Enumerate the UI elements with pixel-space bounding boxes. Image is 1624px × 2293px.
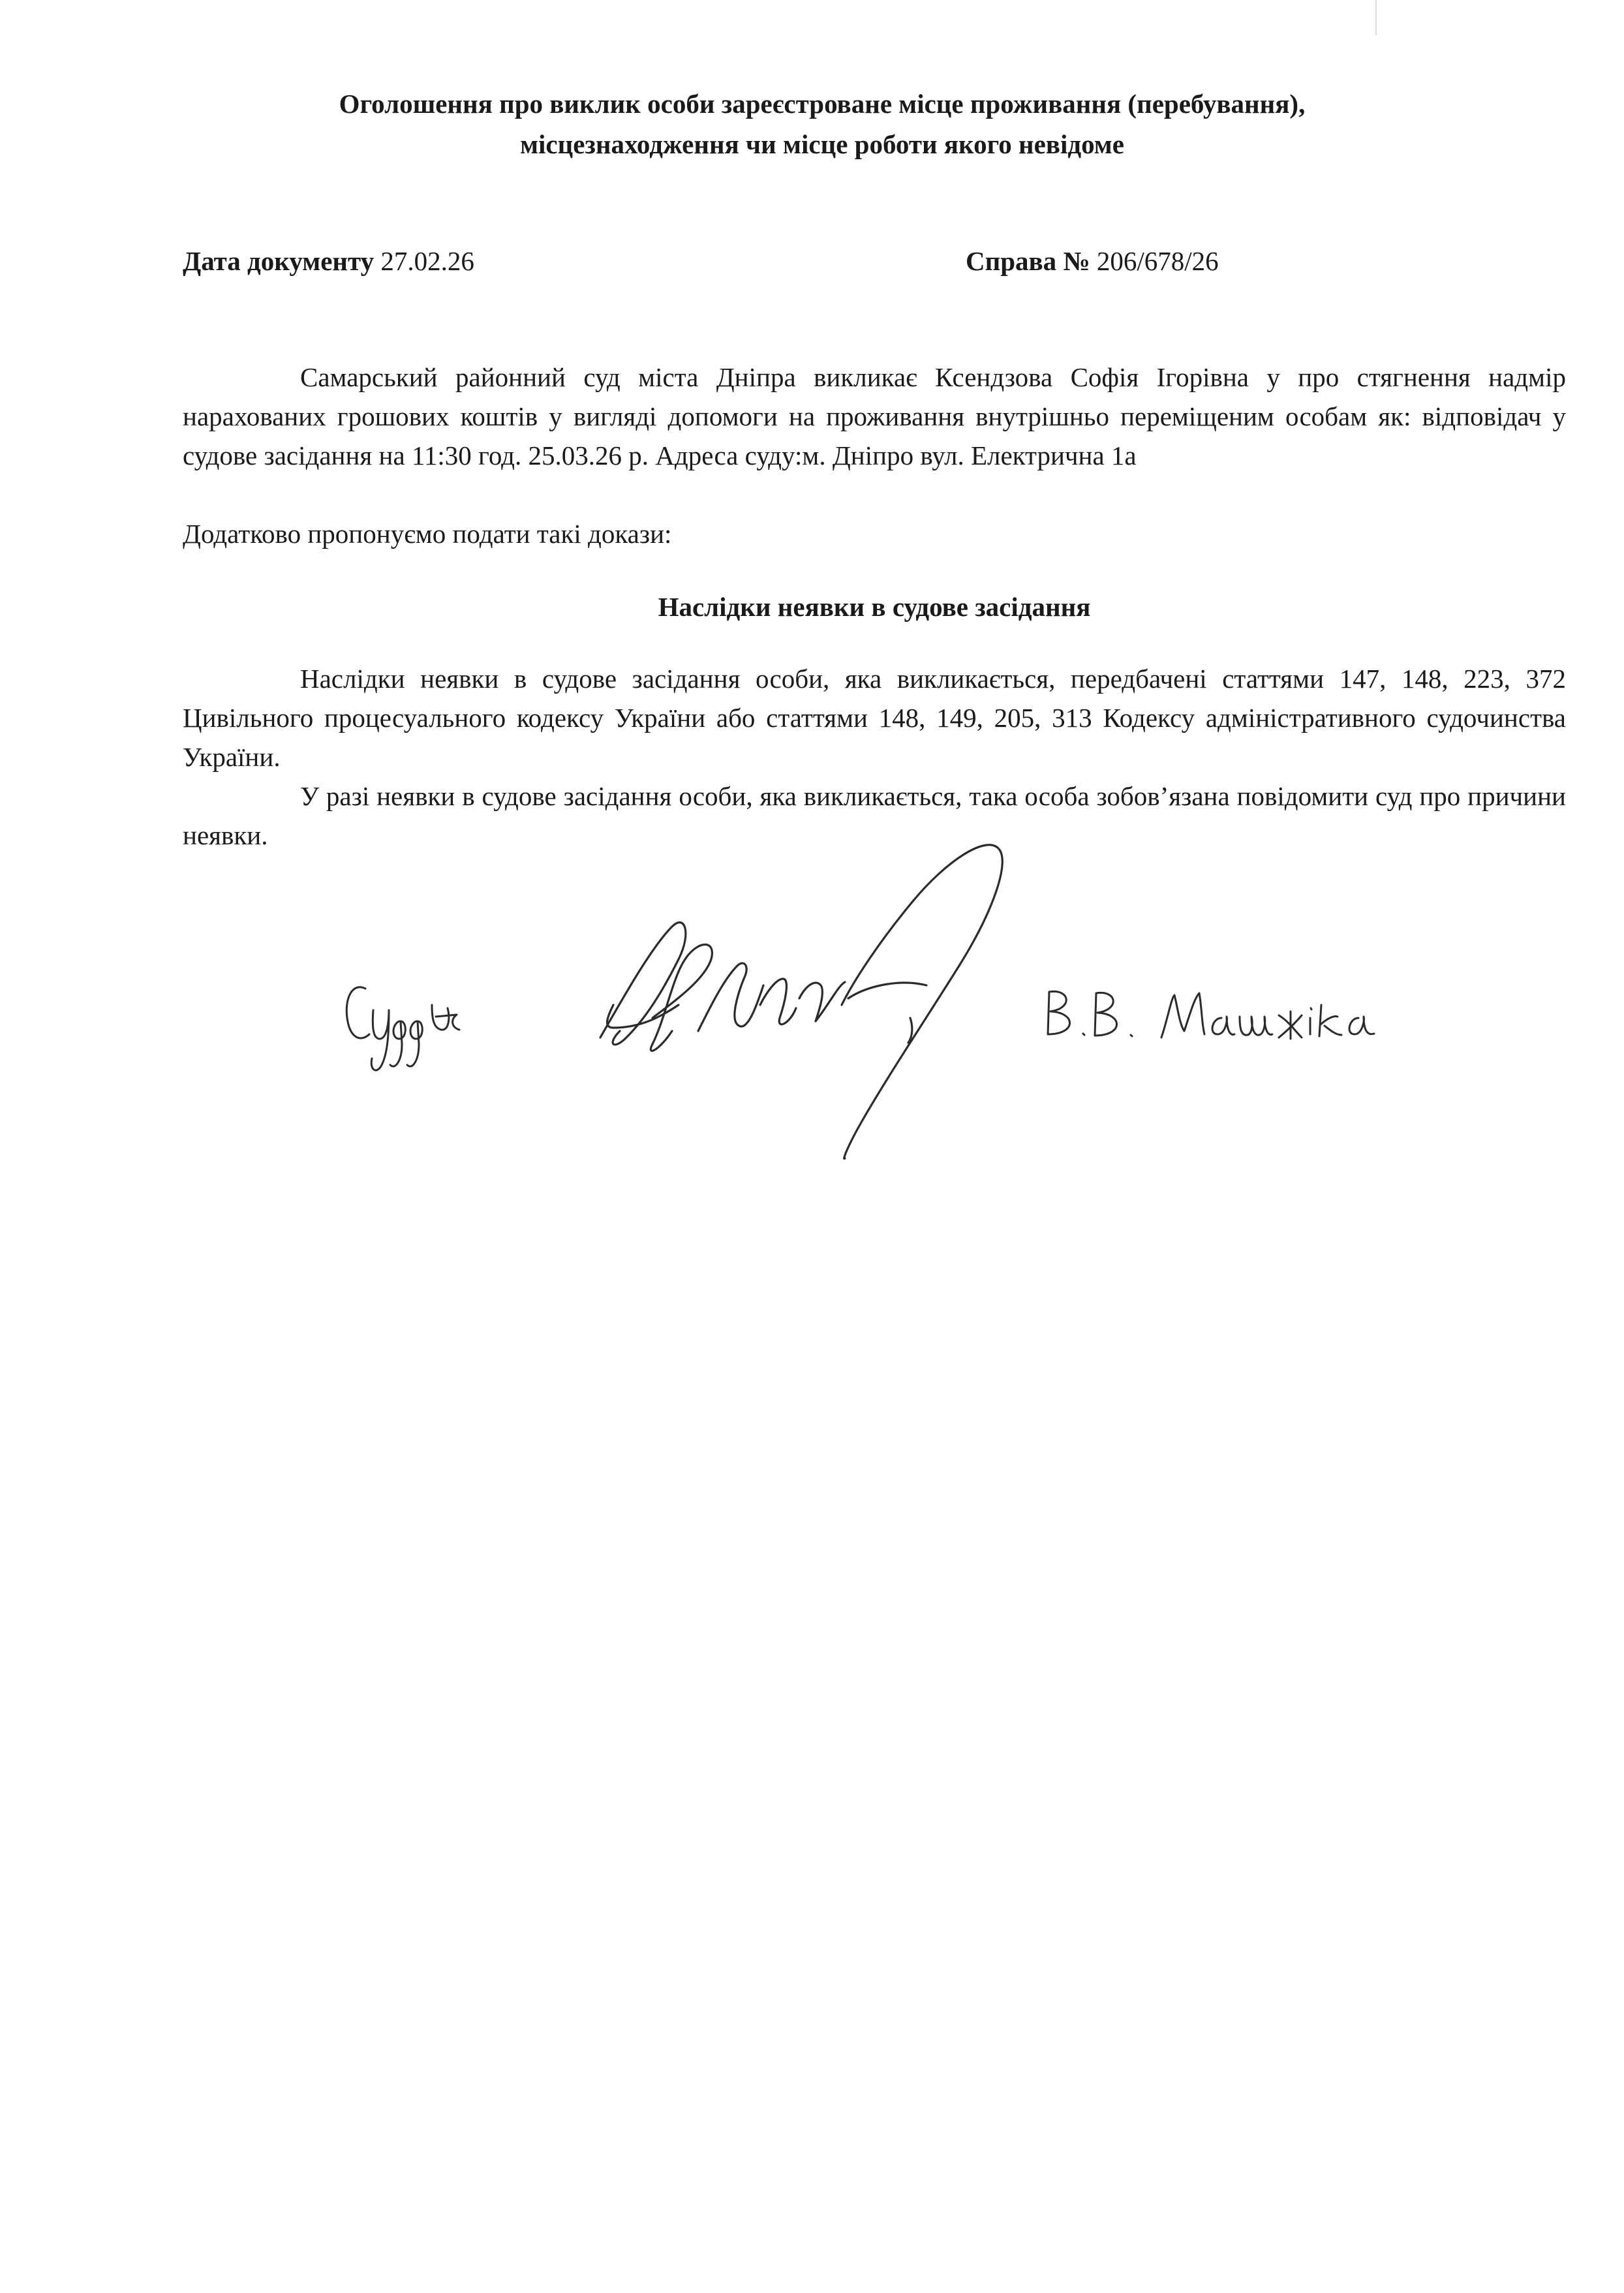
consequences-heading: Наслідки неявки в судове засідання	[658, 592, 1091, 622]
handwritten-name	[1048, 991, 1374, 1039]
evidence-paragraph: Додатково пропонуємо подати такі докази:	[183, 519, 672, 549]
handwritten-role	[346, 987, 459, 1070]
date-label: Дата документу	[183, 246, 375, 276]
signature-flourish	[600, 845, 1002, 1159]
consequences-paragraph-2: У разі неявки в судове засідання особи, яка викликається, така особа зобов’язана повідомити суд про причини неявки.	[183, 781, 1566, 850]
title-line-1: Оголошення про виклик особи зареєстроване місце проживання (перебування),	[339, 89, 1306, 119]
case-value: 206/678/26	[1096, 246, 1219, 276]
title-line-2: місцезнаходження чи місце роботи якого невідоме	[520, 129, 1124, 159]
date-value: 27.02.26	[380, 246, 474, 276]
consequences-paragraph-1: Наслідки неявки в судове засідання особи, яка викликається, передбачені статтями 147, 148, 223, 372 Цивільного процесуального кодексу України або статтями 148, 149, 205, 313 Кодексу адміністративного судочинства України.	[183, 664, 1566, 772]
case-label: Справа №	[966, 246, 1090, 276]
summons-paragraph: Самарський районний суд міста Дніпра викликає Ксендзова Софія Ігорівна у про стягнення надмір нарахованих грошових коштів у вигляді допомоги на проживання внутрішньо переміщеним особам як: відповідач у судове засідання на 11:30 год. 25.03.26 р. Адреса суду:м. Дніпро вул. Електрична 1а	[183, 362, 1566, 470]
